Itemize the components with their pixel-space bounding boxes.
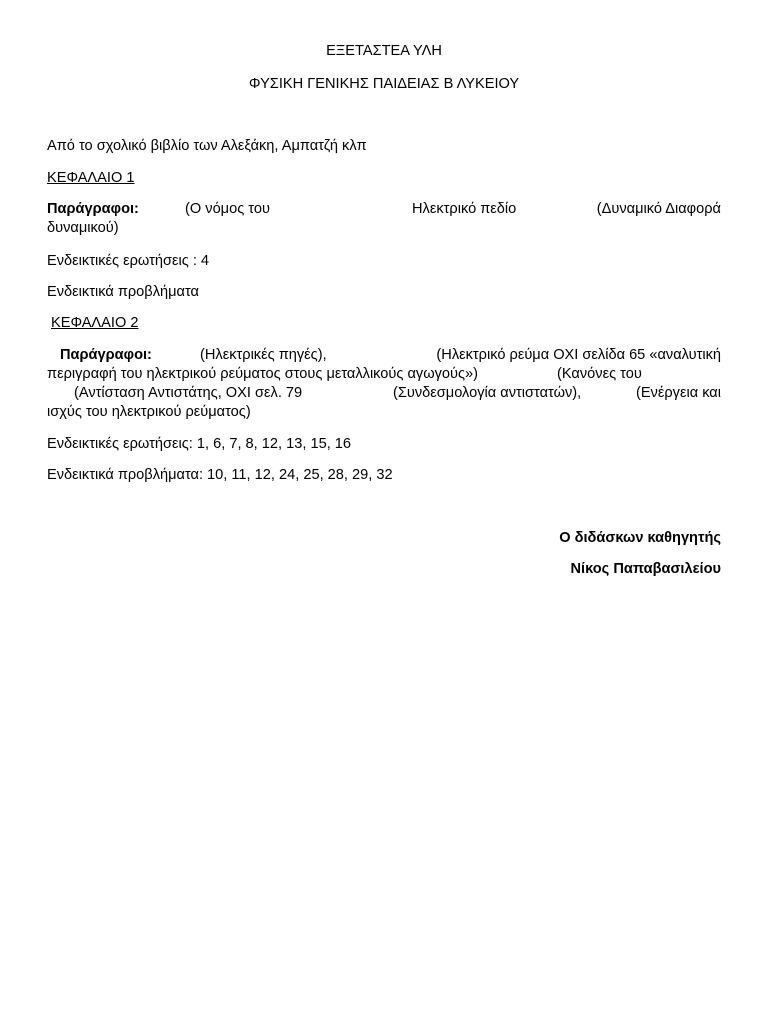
chapter2-paragraph-item: (Ηλεκτρικό ρεύμα ΟΧΙ σελίδα 65 «αναλυτική <box>436 347 721 363</box>
chapter2-paragraph-item: (Ηλεκτρικές πηγές), <box>200 347 327 363</box>
chapter2-paragraphs-label: Παράγραφοι: <box>60 347 152 363</box>
signature-name: Νίκος Παπαβασιλείου <box>570 561 721 577</box>
chapter1-questions: Ενδεικτικές ερωτήσεις : 4 <box>47 253 210 269</box>
chapter1-paragraph-item: Ηλεκτρικό πεδίο <box>412 201 517 217</box>
chapter1-paragraph-continuation: δυναμικού) <box>47 220 119 236</box>
chapter1-problems: Ενδεικτικά προβλήματα <box>47 284 199 300</box>
chapter2-paragraph-item: (Κανόνες του <box>557 366 642 382</box>
chapter2-questions: Ενδεικτικές ερωτήσεις: 1, 6, 7, 8, 12, 13, 15, 16 <box>47 436 352 452</box>
chapter2-paragraph-item: (Αντίσταση Αντιστάτης, ΟΧΙ σελ. 79 <box>74 385 303 401</box>
chapter2-heading: ΚΕΦΑΛΑΙΟ 2 <box>51 315 139 331</box>
document-subtitle: ΦΥΣΙΚΗ ΓΕΝΙΚΗΣ ΠΑΙΔΕΙΑΣ Β ΛΥΚΕΙΟΥ <box>248 76 520 92</box>
chapter2-paragraph-item: ισχύς του ηλεκτρικού ρεύματος) <box>47 404 251 420</box>
chapter2-paragraph-item: (Ενέργεια και <box>635 385 721 401</box>
chapter2-paragraph-item: περιγραφή του ηλεκτρικού ρεύματος στους μεταλλικούς αγωγούς») <box>47 366 479 382</box>
source-line: Από το σχολικό βιβλίο των Αλεξάκη, Αμπατζή κλπ <box>47 138 367 154</box>
chapter1-heading: ΚΕΦΑΛΑΙΟ 1 <box>47 170 135 186</box>
chapter1-paragraph-item: (Δυναμικό Διαφορά <box>596 201 721 217</box>
signature-role: Ο διδάσκων καθηγητής <box>559 530 721 546</box>
chapter1-paragraphs-label: Παράγραφοι: <box>47 201 139 217</box>
chapter2-paragraph-item: (Συνδεσμολογία αντιστατών), <box>393 385 582 401</box>
document-title: ΕΞΕΤΑΣΤΕΑ ΥΛΗ <box>326 43 442 59</box>
chapter1-paragraph-item: (Ο νόμος του <box>185 201 270 217</box>
chapter2-problems: Ενδεικτικά προβλήματα: 10, 11, 12, 24, 25, 28, 29, 32 <box>47 467 393 483</box>
